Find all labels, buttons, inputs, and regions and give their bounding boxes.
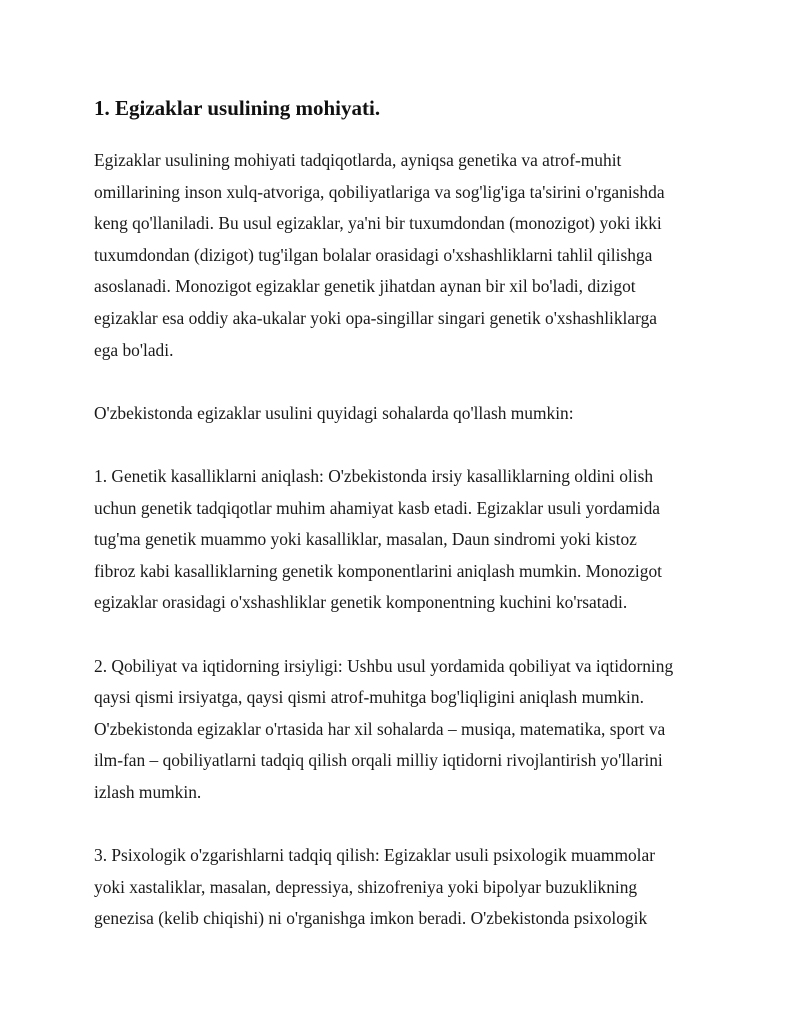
text-line: O'zbekistonda egizaklar usulini quyidagi sohalarda qo'llash mumkin: xyxy=(94,402,574,423)
paragraph xyxy=(94,461,714,619)
text-line: ega bo'ladi. xyxy=(94,339,174,360)
text-line: egizaklar orasidagi o'xshashliklar genetik komponentning kuchini ko'rsatadi. xyxy=(94,592,628,613)
text-line: izlash mumkin. xyxy=(94,781,202,802)
paragraph xyxy=(94,145,714,366)
text-line: uchun genetik tadqiqotlar muhim ahamiyat kasb etadi. Egizaklar usuli yordamida xyxy=(94,497,661,518)
text-line: omillarining inson xulq-atvoriga, qobiliyatlariga va sog'lig'iga ta'sirini o'rganishda xyxy=(94,181,665,202)
text-line: 3. Psixologik o'zgarishlarni tadqiq qilish: Egizaklar usuli psixologik muammolar xyxy=(94,845,656,866)
text-line: tuxumdondan (dizigot) tug'ilgan bolalar orasidagi o'xshashliklarni tahlil qilishga xyxy=(94,244,653,265)
text-line: tug'ma genetik muammo yoki kasalliklar, masalan, Daun sindromi yoki kistoz xyxy=(94,529,637,550)
text-line: yoki xastaliklar, masalan, depressiya, shizofreniya yoki bipolyar buzuklikning xyxy=(94,876,638,897)
paragraph xyxy=(94,651,714,809)
text-line: 2. Qobiliyat va iqtidorning irsiyligi: Ushbu usul yordamida qobiliyat va iqtidorning xyxy=(94,655,674,676)
text-line: genezisa (kelib chiqishi) ni o'rganishga imkon beradi. O'zbekistonda psixologik xyxy=(94,908,648,929)
document-body xyxy=(94,93,714,966)
paragraph xyxy=(94,398,714,430)
text-line: qaysi qismi irsiyatga, qaysi qismi atrof-muhitga bog'liqligini aniqlash mumkin. xyxy=(94,687,644,708)
text-line: O'zbekistonda egizaklar o'rtasida har xil sohalarda – musiqa, matematika, sport va xyxy=(94,718,666,739)
text-line: keng qo'llaniladi. Bu usul egizaklar, ya'ni bir tuxumdondan (monozigot) yoki ikki xyxy=(94,213,662,234)
paragraphs-container xyxy=(94,145,714,935)
text-line: Egizaklar usulining mohiyati tadqiqotlarda, ayniqsa genetika va atrof-muhit xyxy=(94,150,622,170)
text-line: egizaklar esa oddiy aka-ukalar yoki opa-singillar singari genetik o'xshashliklarga xyxy=(94,307,657,328)
section-heading: 1. Egizaklar usulining mohiyati. xyxy=(94,96,381,120)
text-line: fibroz kabi kasalliklarning genetik komponentlarini aniqlash mumkin. Monozigot xyxy=(94,560,662,581)
text-line: 1. Genetik kasalliklarni aniqlash: O'zbekistonda irsiy kasalliklarning oldini olish xyxy=(94,465,654,486)
paragraph xyxy=(94,840,714,935)
text-line: asoslanadi. Monozigot egizaklar genetik jihatdan aynan bir xil bo'ladi, dizigot xyxy=(94,276,636,297)
text-line: ilm-fan – qobiliyatlarni tadqiq qilish orqali milliy iqtidorni rivojlantirish yo'llarini xyxy=(94,750,663,771)
